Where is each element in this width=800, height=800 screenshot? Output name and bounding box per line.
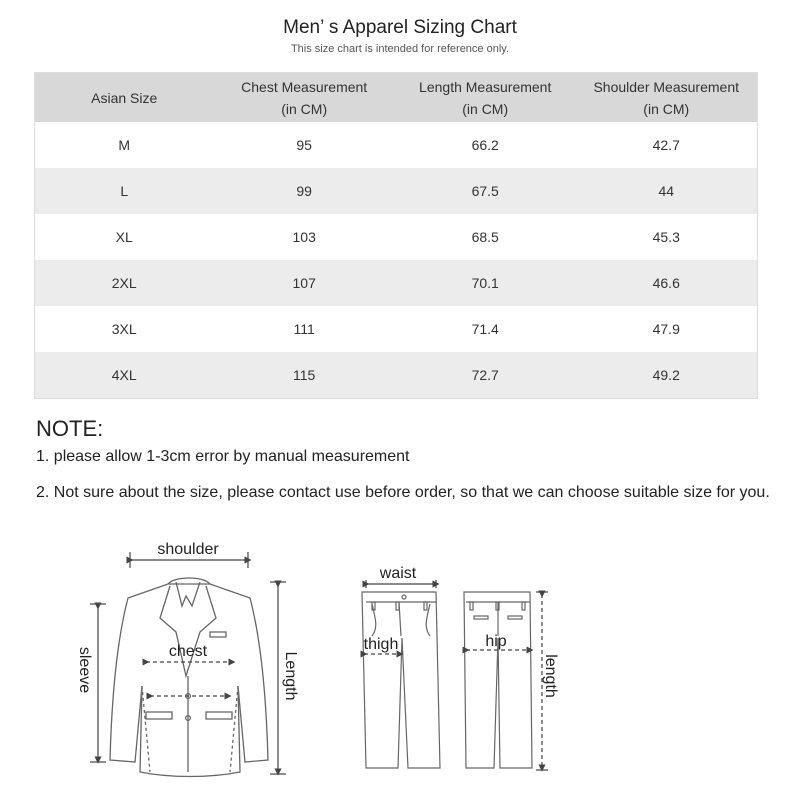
cell-size: 3XL	[35, 306, 214, 352]
cell-length: 70.1	[395, 260, 576, 306]
chart-title: Men’ s Apparel Sizing Chart	[283, 17, 517, 38]
cell-size: M	[35, 122, 214, 168]
table-row	[35, 214, 758, 260]
label-hip: hip	[485, 633, 507, 650]
cell-chest: 103	[213, 214, 394, 260]
label-chest: chest	[168, 643, 208, 660]
size-table	[34, 72, 758, 399]
pants-front-illustration	[362, 592, 440, 768]
measurement-diagram	[0, 536, 800, 800]
cell-length: 72.7	[395, 352, 576, 399]
cell-length: 68.5	[395, 214, 576, 260]
cell-shoulder: 49.2	[575, 352, 757, 399]
cell-chest: 99	[213, 168, 394, 214]
table-row	[35, 306, 758, 352]
label-shoulder: shoulder	[157, 541, 219, 558]
header-length: Length Measurement (in CM)	[395, 73, 576, 123]
cell-size: 4XL	[35, 352, 214, 399]
cell-chest: 95	[213, 122, 394, 168]
cell-shoulder: 44	[575, 168, 757, 214]
note-item-2: 2. Not sure about the size, please contact use before order, so that we can choose suitable size for you.	[36, 484, 770, 501]
cell-length: 66.2	[395, 122, 576, 168]
header-asian-size: Asian Size	[35, 73, 214, 123]
table-row	[35, 260, 758, 306]
note-heading: NOTE:	[36, 416, 104, 441]
cell-shoulder: 46.6	[575, 260, 757, 306]
jacket-illustration	[110, 578, 268, 777]
label-sleeve: sleeve	[76, 646, 93, 694]
cell-size: L	[35, 168, 214, 214]
cell-shoulder: 47.9	[575, 306, 757, 352]
chart-subtitle: This size chart is intended for reference only.	[290, 43, 510, 55]
cell-chest: 107	[213, 260, 394, 306]
table-row	[35, 352, 758, 399]
table-row	[35, 122, 758, 168]
cell-chest: 111	[213, 306, 394, 352]
label-length: Length	[282, 651, 299, 701]
label-pants-length: length	[542, 654, 559, 698]
cell-shoulder: 42.7	[575, 122, 757, 168]
note-item-1: 1. please allow 1-3cm error by manual measurement	[36, 448, 410, 465]
cell-length: 67.5	[395, 168, 576, 214]
cell-length: 71.4	[395, 306, 576, 352]
table-row	[35, 168, 758, 214]
header-chest: Chest Measurement (in CM)	[213, 73, 394, 123]
cell-shoulder: 45.3	[575, 214, 757, 260]
header-shoulder: Shoulder Measurement (in CM)	[575, 73, 757, 123]
label-waist: waist	[379, 565, 417, 582]
label-thigh: thigh	[363, 636, 399, 653]
pants-back-illustration	[464, 592, 532, 768]
cell-size: 2XL	[35, 260, 214, 306]
table-header-row	[35, 73, 758, 123]
cell-chest: 115	[213, 352, 394, 399]
cell-size: XL	[35, 214, 214, 260]
